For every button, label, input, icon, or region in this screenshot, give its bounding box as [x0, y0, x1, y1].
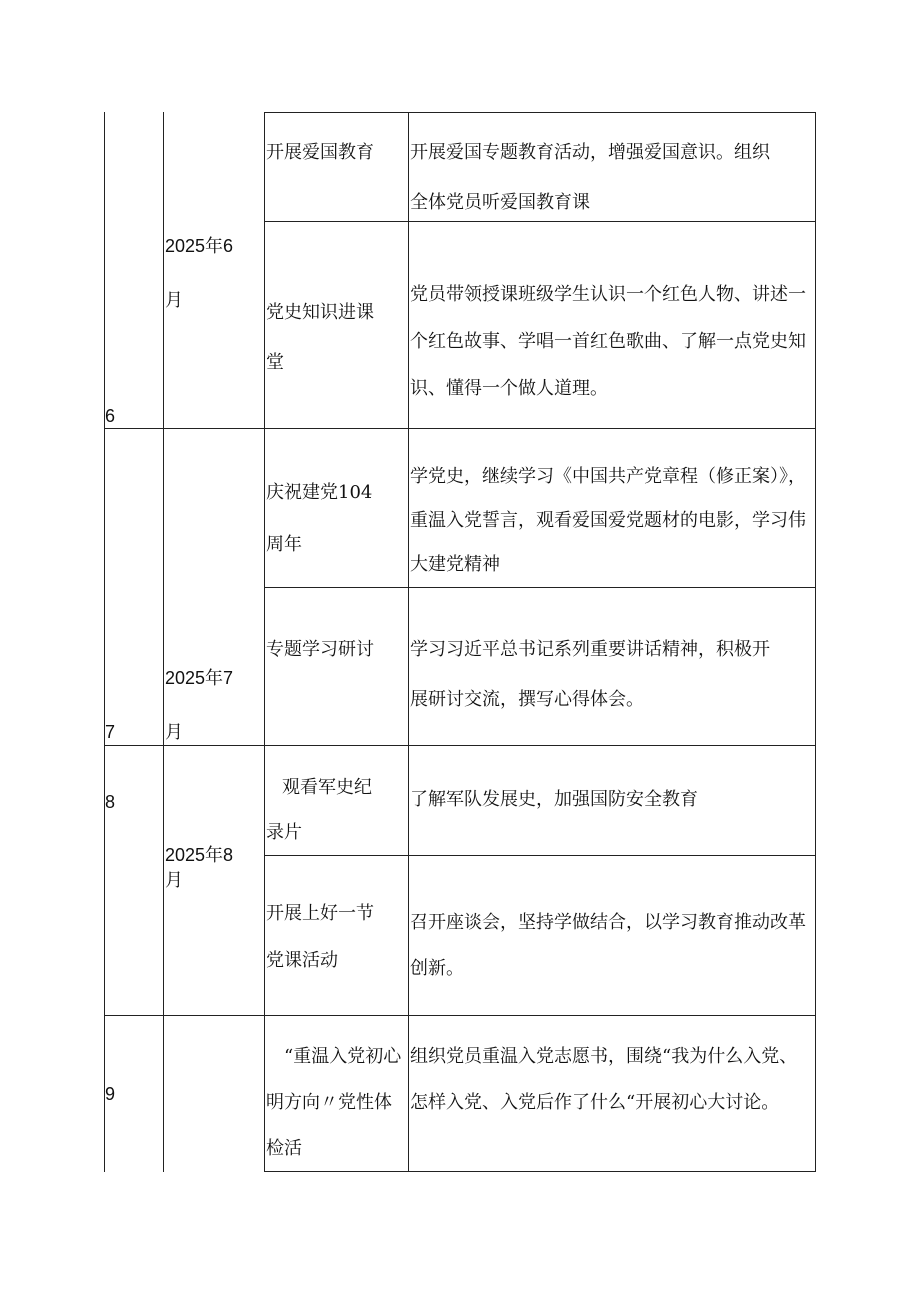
content-cell: 学习习近平总书记系列重要讲话精神，积极开展研讨交流，撰写心得体会。 [410, 639, 770, 710]
content-cell: 开展爱国专题教育活动，增强爱国意识。组织全体党员听爱国教育课 [410, 142, 770, 213]
grid-line [104, 112, 105, 1172]
content-cell: 学党史，继续学习《中国共产党章程（修正案）》，重温入党誓言，观看爱国爱党题材的电影，学习伟大建党精神 [410, 466, 806, 575]
grid-line [104, 1015, 816, 1016]
grid-line [264, 855, 816, 856]
grid-line [163, 112, 164, 1172]
activity-cell: 开展上好一节党课活动 [266, 903, 374, 971]
content-cell: 党员带领授课班级学生认识一个红色人物、讲述一个红色故事、学唱一首红色歌曲、了解一点党史知识、懂得一个做人道理。 [410, 284, 806, 399]
activity-cell: 开展爱国教育 [266, 142, 374, 163]
activity-cell: 党史知识进课堂 [266, 302, 374, 373]
row-date: 2025年6 [165, 236, 234, 256]
row-number: 8 [105, 792, 116, 812]
grid-line [104, 745, 816, 746]
row-date: 月 [165, 722, 183, 743]
grid-line [264, 112, 265, 1172]
activity-cell: 庆祝建党104周年 [266, 482, 373, 555]
grid-line [264, 587, 816, 588]
content-cell: 组织党员重温入党志愿书，围绕“我为什么入党、怎样入党、入党后作了什么“开展初心大讨论。 [410, 1046, 798, 1113]
content-cell: 召开座谈会，坚持学做结合，以学习教育推动改革创新。 [410, 912, 806, 979]
row-date: 月 [165, 870, 183, 891]
content-cell: 了解军队发展史，加强国防安全教育 [410, 789, 698, 810]
activity-cell: 专题学习研讨 [266, 639, 374, 660]
row-number: 9 [105, 1084, 116, 1104]
grid-line [408, 112, 409, 1172]
row-date: 2025年7 [165, 668, 234, 688]
row-number: 6 [105, 406, 116, 426]
grid-line [104, 428, 816, 429]
activity-cell: “重温入党初心明方向〃党性体检活 [266, 1046, 402, 1159]
grid-line [264, 112, 816, 113]
grid-line [815, 112, 816, 1172]
row-date: 月 [165, 290, 183, 311]
activity-cell: 观看军史纪录片 [266, 777, 372, 843]
row-date: 2025年8 [165, 845, 234, 865]
row-number: 7 [105, 722, 116, 742]
